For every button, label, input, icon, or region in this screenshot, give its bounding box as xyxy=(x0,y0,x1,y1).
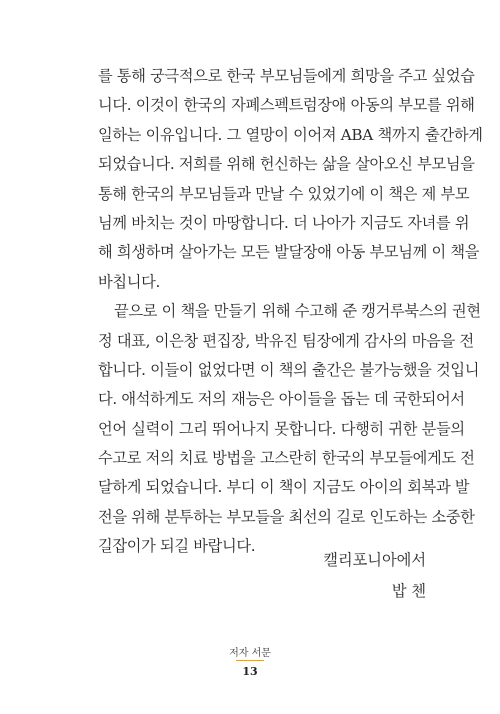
signature-location: 캘리포니아에서 xyxy=(323,551,426,569)
text-line: 해 희생하며 살아가는 모든 발달장애 아동 부모님께 이 책을 xyxy=(98,243,480,262)
text-line: 길잡이가 되길 바랍니다. xyxy=(98,537,256,556)
paragraph-1 xyxy=(98,62,483,297)
text-line: 언어 실력이 그리 뛰어나지 못합니다. 다행히 귀한 분들의 xyxy=(98,419,465,438)
text-line: 통해 한국의 부모님들과 만날 수 있었기에 이 책은 제 부모 xyxy=(98,184,470,203)
text-line: 를 통해 궁극적으로 한국 부모님들에게 희망을 주고 싶었습 xyxy=(98,67,475,85)
text-line: 달하게 되었습니다. 부디 이 책이 지금도 아이의 회복과 발 xyxy=(98,478,470,497)
text-line: 합니다. 이들이 없었다면 이 책의 출간은 불가능했을 것입니 xyxy=(98,360,480,379)
text-line: 바칩니다. xyxy=(98,272,161,291)
text-line: 니다. 이것이 한국의 자폐스펙트럼장애 아동의 부모를 위해 xyxy=(98,96,475,115)
text-line: 수고로 저의 치료 방법을 고스란히 한국의 부모들에게도 전 xyxy=(98,449,475,468)
text-line: 정 대표, 이은창 편집장, 박유진 팀장에게 감사의 마음을 전 xyxy=(98,331,474,350)
footer-divider xyxy=(236,660,264,661)
signature-author: 밥 첸 xyxy=(391,582,426,600)
section-title: 저자 서문 xyxy=(229,648,271,659)
preface-body xyxy=(98,62,483,562)
paragraph-2 xyxy=(98,297,481,562)
text-line: 님께 바치는 것이 마땅합니다. 더 나아가 지금도 자녀를 위 xyxy=(98,213,470,232)
page-number: 13 xyxy=(242,665,258,678)
text-line: 일하는 이유입니다. 그 열망이 이어져 ABA 책까지 출간하게 xyxy=(98,125,483,144)
text-line: 되었습니다. 저희를 위해 헌신하는 삶을 살아오신 부모님을 xyxy=(98,155,475,174)
text-line: 끝으로 이 책을 만들기 위해 수고해 준 캥거루북스의 권현 xyxy=(114,302,481,321)
text-line: 전을 위해 분투하는 부모들을 최선의 길로 인도하는 소중한 xyxy=(98,507,475,526)
text-line: 다. 애석하게도 저의 재능은 아이들을 돕는 데 국한되어서 xyxy=(98,390,465,409)
